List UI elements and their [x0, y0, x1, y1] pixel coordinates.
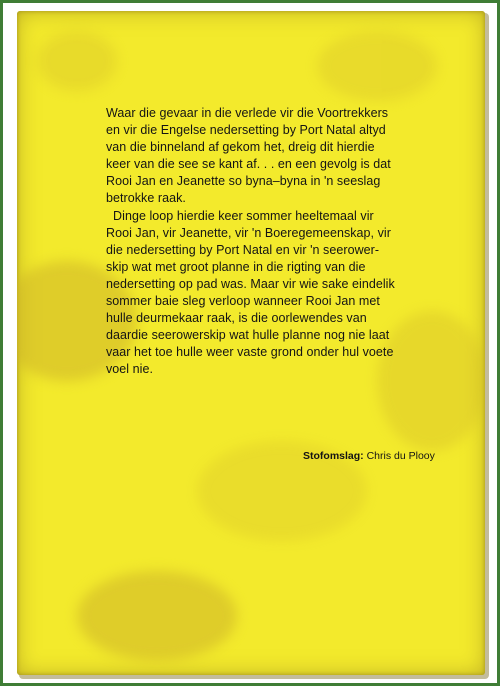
- text-line: van die binneland af gekom het, dreig dit hierdie: [106, 140, 375, 155]
- text-line: hulle deurmekaar raak, is die oorlewendes van: [106, 311, 367, 326]
- credit-name: Chris du Plooy: [366, 450, 435, 462]
- text-line: daardie seerowerskip wat hulle planne nog nie laat: [106, 328, 390, 343]
- cover-credit: [303, 450, 435, 462]
- text-line: vaar het toe hulle weer vaste grond onder hul voete: [106, 345, 394, 360]
- text-line: keer van die see se kant af. . . en een gevolg is dat: [106, 157, 391, 172]
- text-line: voel nie.: [106, 362, 154, 377]
- blurb-paragraph-1: [106, 105, 461, 208]
- text-line: Waar die gevaar in die verlede vir die Voortrekkers: [106, 106, 389, 120]
- text-line: nedersetting op pad was. Maar vir wie sake eindelik: [106, 276, 395, 291]
- text-line: Rooi Jan, vir Jeanette, vir 'n Boeregemeenskap, vir: [106, 225, 391, 240]
- text-line: betrokke raak.: [106, 191, 186, 206]
- text-line: die nedersetting by Port Natal en vir 'n seerower-: [106, 242, 380, 257]
- text-line: skip wat met groot planne in die rigting van die: [106, 259, 366, 274]
- text-line: en vir die Engelse nedersetting by Port Natal altyd: [106, 123, 386, 138]
- text-line: Dinge loop hierdie keer sommer heeltemaal vir: [106, 208, 374, 223]
- blurb-paragraph-2: [106, 208, 461, 379]
- text-line: sommer baie sleg verloop wanneer Rooi Jan met: [106, 294, 380, 309]
- credit-label: Stofomslag:: [303, 450, 364, 462]
- blurb-text: [106, 105, 461, 379]
- text-line: Rooi Jan en Jeanette so byna–byna in 'n seeslag: [106, 174, 381, 189]
